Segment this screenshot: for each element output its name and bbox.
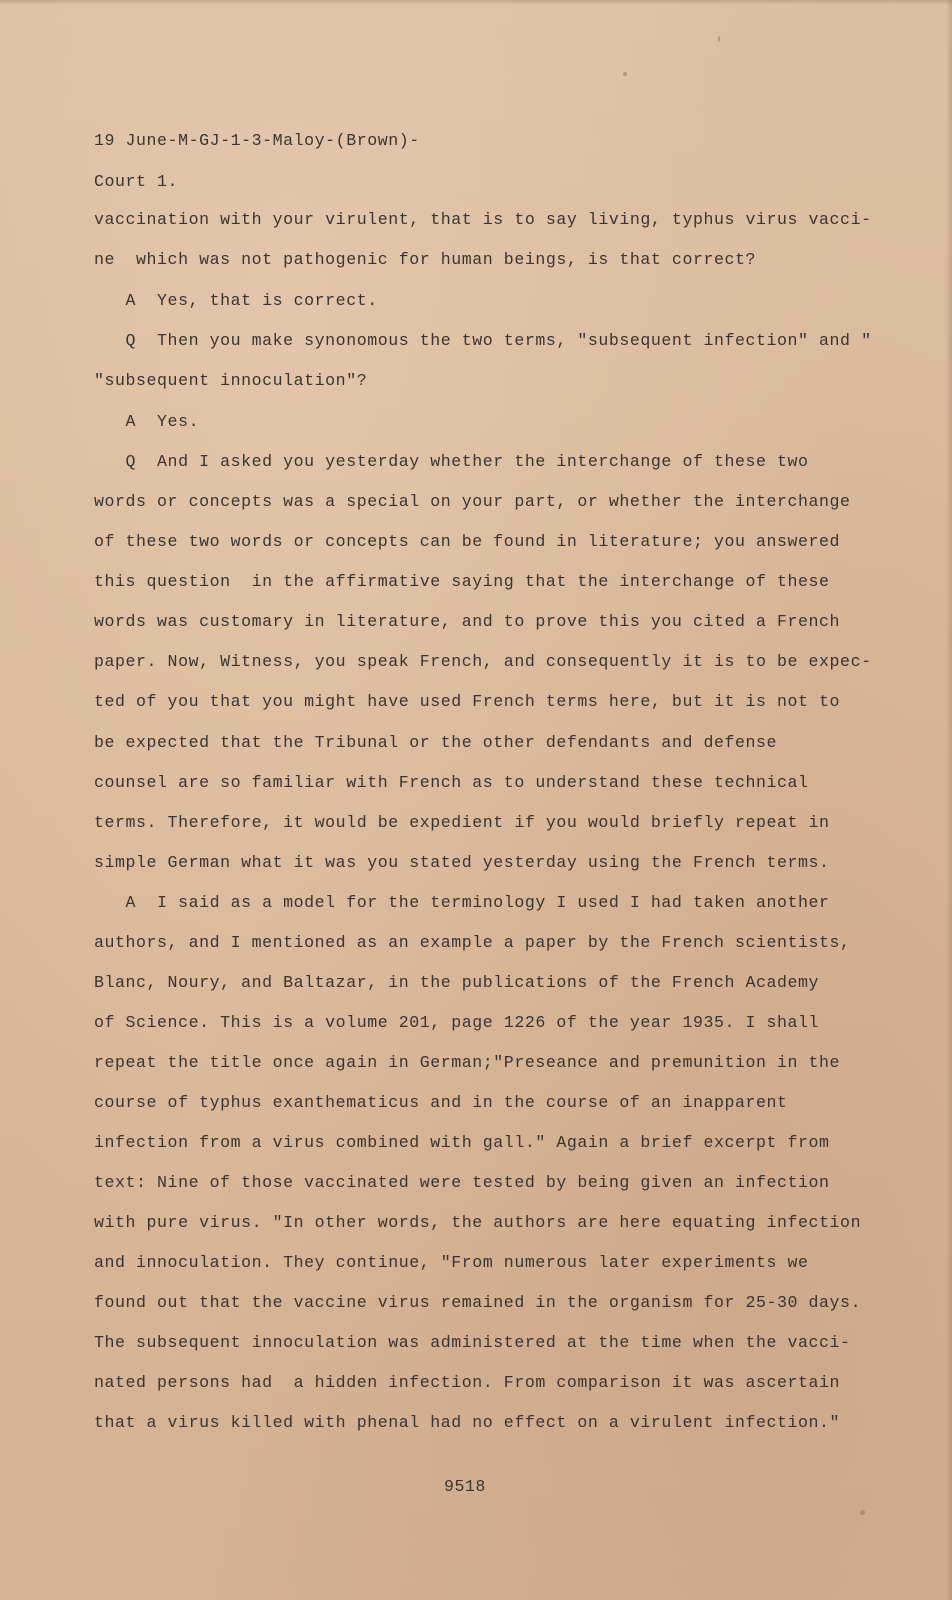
paper-speck bbox=[623, 72, 627, 76]
text-line: repeat the title once again in German;"Preseance and premunition in the bbox=[94, 1053, 841, 1072]
document-header: 19 June-M-GJ-1-3-Maloy-(Brown)- bbox=[94, 131, 420, 150]
text-line: infection from a virus combined with gall." Again a brief excerpt from bbox=[94, 1133, 830, 1152]
text-line: simple German what it was you stated yesterday using the French terms. bbox=[94, 853, 830, 872]
page-edge-top bbox=[0, 0, 952, 5]
text-line: "subsequent innoculation"? bbox=[94, 371, 368, 390]
text-line: that a virus killed with phenal had no effect on a virulent infection." bbox=[94, 1413, 841, 1432]
page-edge-right bbox=[946, 0, 952, 1600]
text-line: words was customary in literature, and to prove this you cited a French bbox=[94, 612, 841, 631]
text-line: Q And I asked you yesterday whether the interchange of these two bbox=[94, 452, 809, 471]
text-line: A Yes, that is correct. bbox=[94, 291, 378, 310]
text-line: Blanc, Noury, and Baltazar, in the publications of the French Academy bbox=[94, 973, 820, 992]
text-line: words or concepts was a special on your part, or whether the interchange bbox=[94, 492, 851, 511]
text-line: found out that the vaccine virus remained in the organism for 25-30 days. bbox=[94, 1293, 862, 1312]
text-line: with pure virus. "In other words, the authors are here equating infection bbox=[94, 1213, 862, 1232]
text-line: of these two words or concepts can be found in literature; you answered bbox=[94, 532, 841, 551]
page-number: 9518 bbox=[444, 1477, 486, 1496]
text-line: A I said as a model for the terminology I used I had taken another bbox=[94, 893, 830, 912]
text-line: nated persons had a hidden infection. From comparison it was ascertain bbox=[94, 1373, 841, 1392]
text-line: paper. Now, Witness, you speak French, and consequently it is to be expec- bbox=[94, 652, 872, 671]
text-line: of Science. This is a volume 201, page 1226 of the year 1935. I shall bbox=[94, 1013, 820, 1032]
text-line: and innoculation. They continue, "From numerous later experiments we bbox=[94, 1253, 809, 1272]
text-line: ted of you that you might have used French terms here, but it is not to bbox=[94, 692, 841, 711]
text-line: this question in the affirmative saying that the interchange of these bbox=[94, 572, 830, 591]
paper-speck bbox=[718, 36, 720, 42]
text-line: course of typhus exanthematicus and in the course of an inapparent bbox=[94, 1093, 788, 1112]
text-line: text: Nine of those vaccinated were tested by being given an infection bbox=[94, 1173, 830, 1192]
text-line: Q Then you make synonomous the two terms, "subsequent infection" and " bbox=[94, 331, 872, 350]
paper-speck bbox=[860, 1510, 865, 1515]
text-line: be expected that the Tribunal or the other defendants and defense bbox=[94, 733, 778, 752]
court-label: Court 1. bbox=[94, 172, 179, 191]
text-line: vaccination with your virulent, that is to say living, typhus virus vacci- bbox=[94, 210, 872, 229]
text-line: The subsequent innoculation was administered at the time when the vacci- bbox=[94, 1333, 851, 1352]
text-line: ne which was not pathogenic for human beings, is that correct? bbox=[94, 250, 756, 269]
text-line: authors, and I mentioned as an example a paper by the French scientists, bbox=[94, 933, 851, 952]
text-line: counsel are so familiar with French as to understand these technical bbox=[94, 773, 809, 792]
text-line: A Yes. bbox=[94, 412, 200, 431]
text-line: terms. Therefore, it would be expedient if you would briefly repeat in bbox=[94, 813, 830, 832]
